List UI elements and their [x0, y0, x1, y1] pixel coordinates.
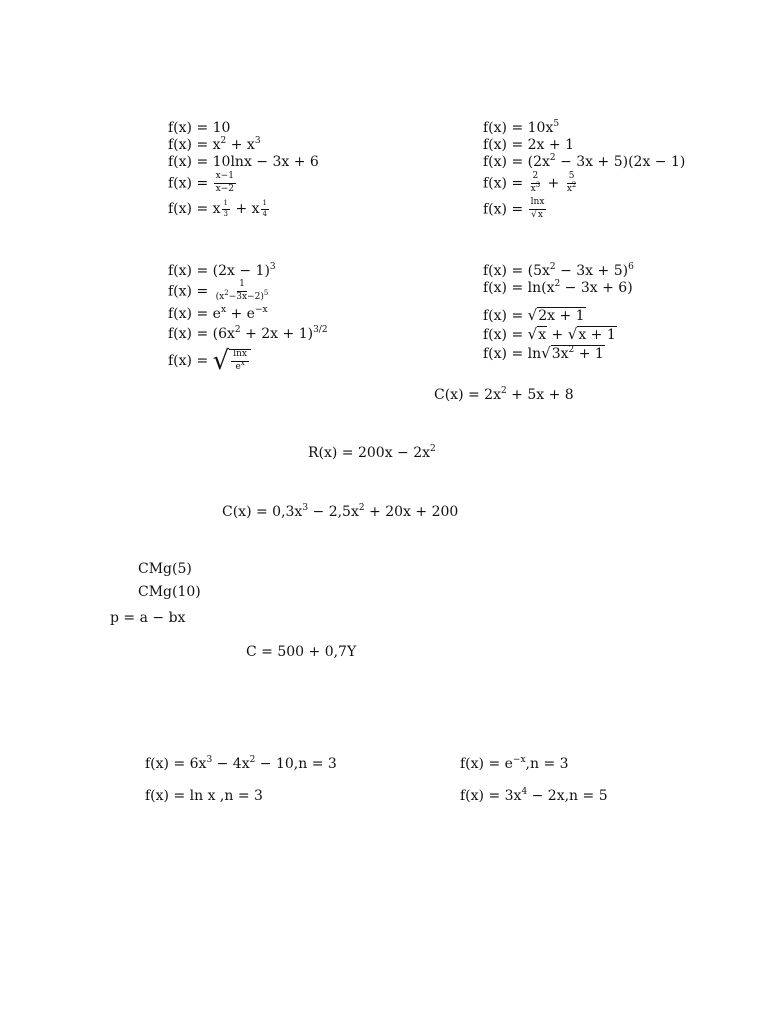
eq-product: $f(x) = (2x^2 - 3x + 5)(2x - 1)$ — [483, 153, 686, 170]
eq-log-quadratic: $f(x) = \ln(x^2 - 3x + 6)$ — [483, 279, 633, 296]
eq-exponential-sum: $f(x) = e^x + e^{-x}$ — [168, 305, 268, 322]
eq-root-of-fraction: f(x) = √ $\frac{\ln x}{e^x}$ — [168, 348, 251, 374]
eq-power: $f(x) = (2x - 1)^3$ — [168, 262, 276, 279]
eq-fractional-powers: f(x) = x $\frac{1}{3}$ + x $\frac{1}{4}$ — [168, 199, 268, 218]
eq-taylor-exponential: $f(x) = e^{-x},n = 3$ — [460, 755, 569, 772]
eq-log-of-root: $f(x) = \ln√3x^2 + 1$ — [483, 344, 604, 362]
eq-taylor-quartic: $f(x) = 3x^4 - 2x,n = 5$ — [460, 787, 608, 804]
eq-sum-of-roots: f(x) = √x + √x + 1 — [483, 325, 616, 343]
eq-log-over-root: f(x) = $\frac{\ln x}{√x}$ — [483, 197, 545, 220]
eq-demand: p = a − bx — [110, 610, 186, 626]
eq-constant: f(x) = 10 — [168, 120, 231, 136]
eq-power-three-halves: $f(x) = (6x^2 + 2x + 1)^{3/2}$ — [168, 325, 328, 342]
eq-cost-function-cubic: $C(x) = 0,3x^3 - 2,5x^2 + 20x + 200$ — [222, 503, 459, 520]
eq-linear: f(x) = 2x + 1 — [483, 137, 574, 153]
eq-cost-function-quadratic: $C(x) = 2x^2 + 5x + 8$ — [434, 386, 574, 403]
eq-reciprocal-power: f(x) = $\frac{1}{(x^2-3x-2)^5}$ — [168, 279, 269, 302]
eq-taylor-polynomial: $f(x) = 6x^3 - 4x^2 - 10,n = 3$ — [145, 755, 337, 772]
eq-log-linear: f(x) = 10lnx − 3x + 6 — [168, 154, 319, 170]
eq-monomial: $f(x) = 10x^5$ — [483, 119, 560, 136]
eq-square-root: f(x) = √2x + 1 — [483, 306, 585, 324]
eq-rational: f(x) = $\frac{x-1}{x-2}$ — [168, 171, 234, 194]
eq-sum-fractions: f(x) = $\frac{2}{x^3}$ + $\frac{5}{x^2}$ — [483, 171, 577, 194]
eq-consumption: C = 500 + 0,7Y — [246, 644, 357, 660]
marginal-cost-10: CMg(10) — [138, 584, 201, 600]
marginal-cost-5: CMg(5) — [138, 561, 192, 577]
eq-taylor-log: f(x) = ln x ,n = 3 — [145, 788, 263, 804]
eq-polynomial: $f(x) = x^2 + x^3$ — [168, 136, 261, 153]
eq-sixth-power: $f(x) = (5x^2 - 3x + 5)^6$ — [483, 262, 634, 279]
eq-revenue-function: $R(x) = 200x - 2x^2$ — [308, 444, 436, 461]
